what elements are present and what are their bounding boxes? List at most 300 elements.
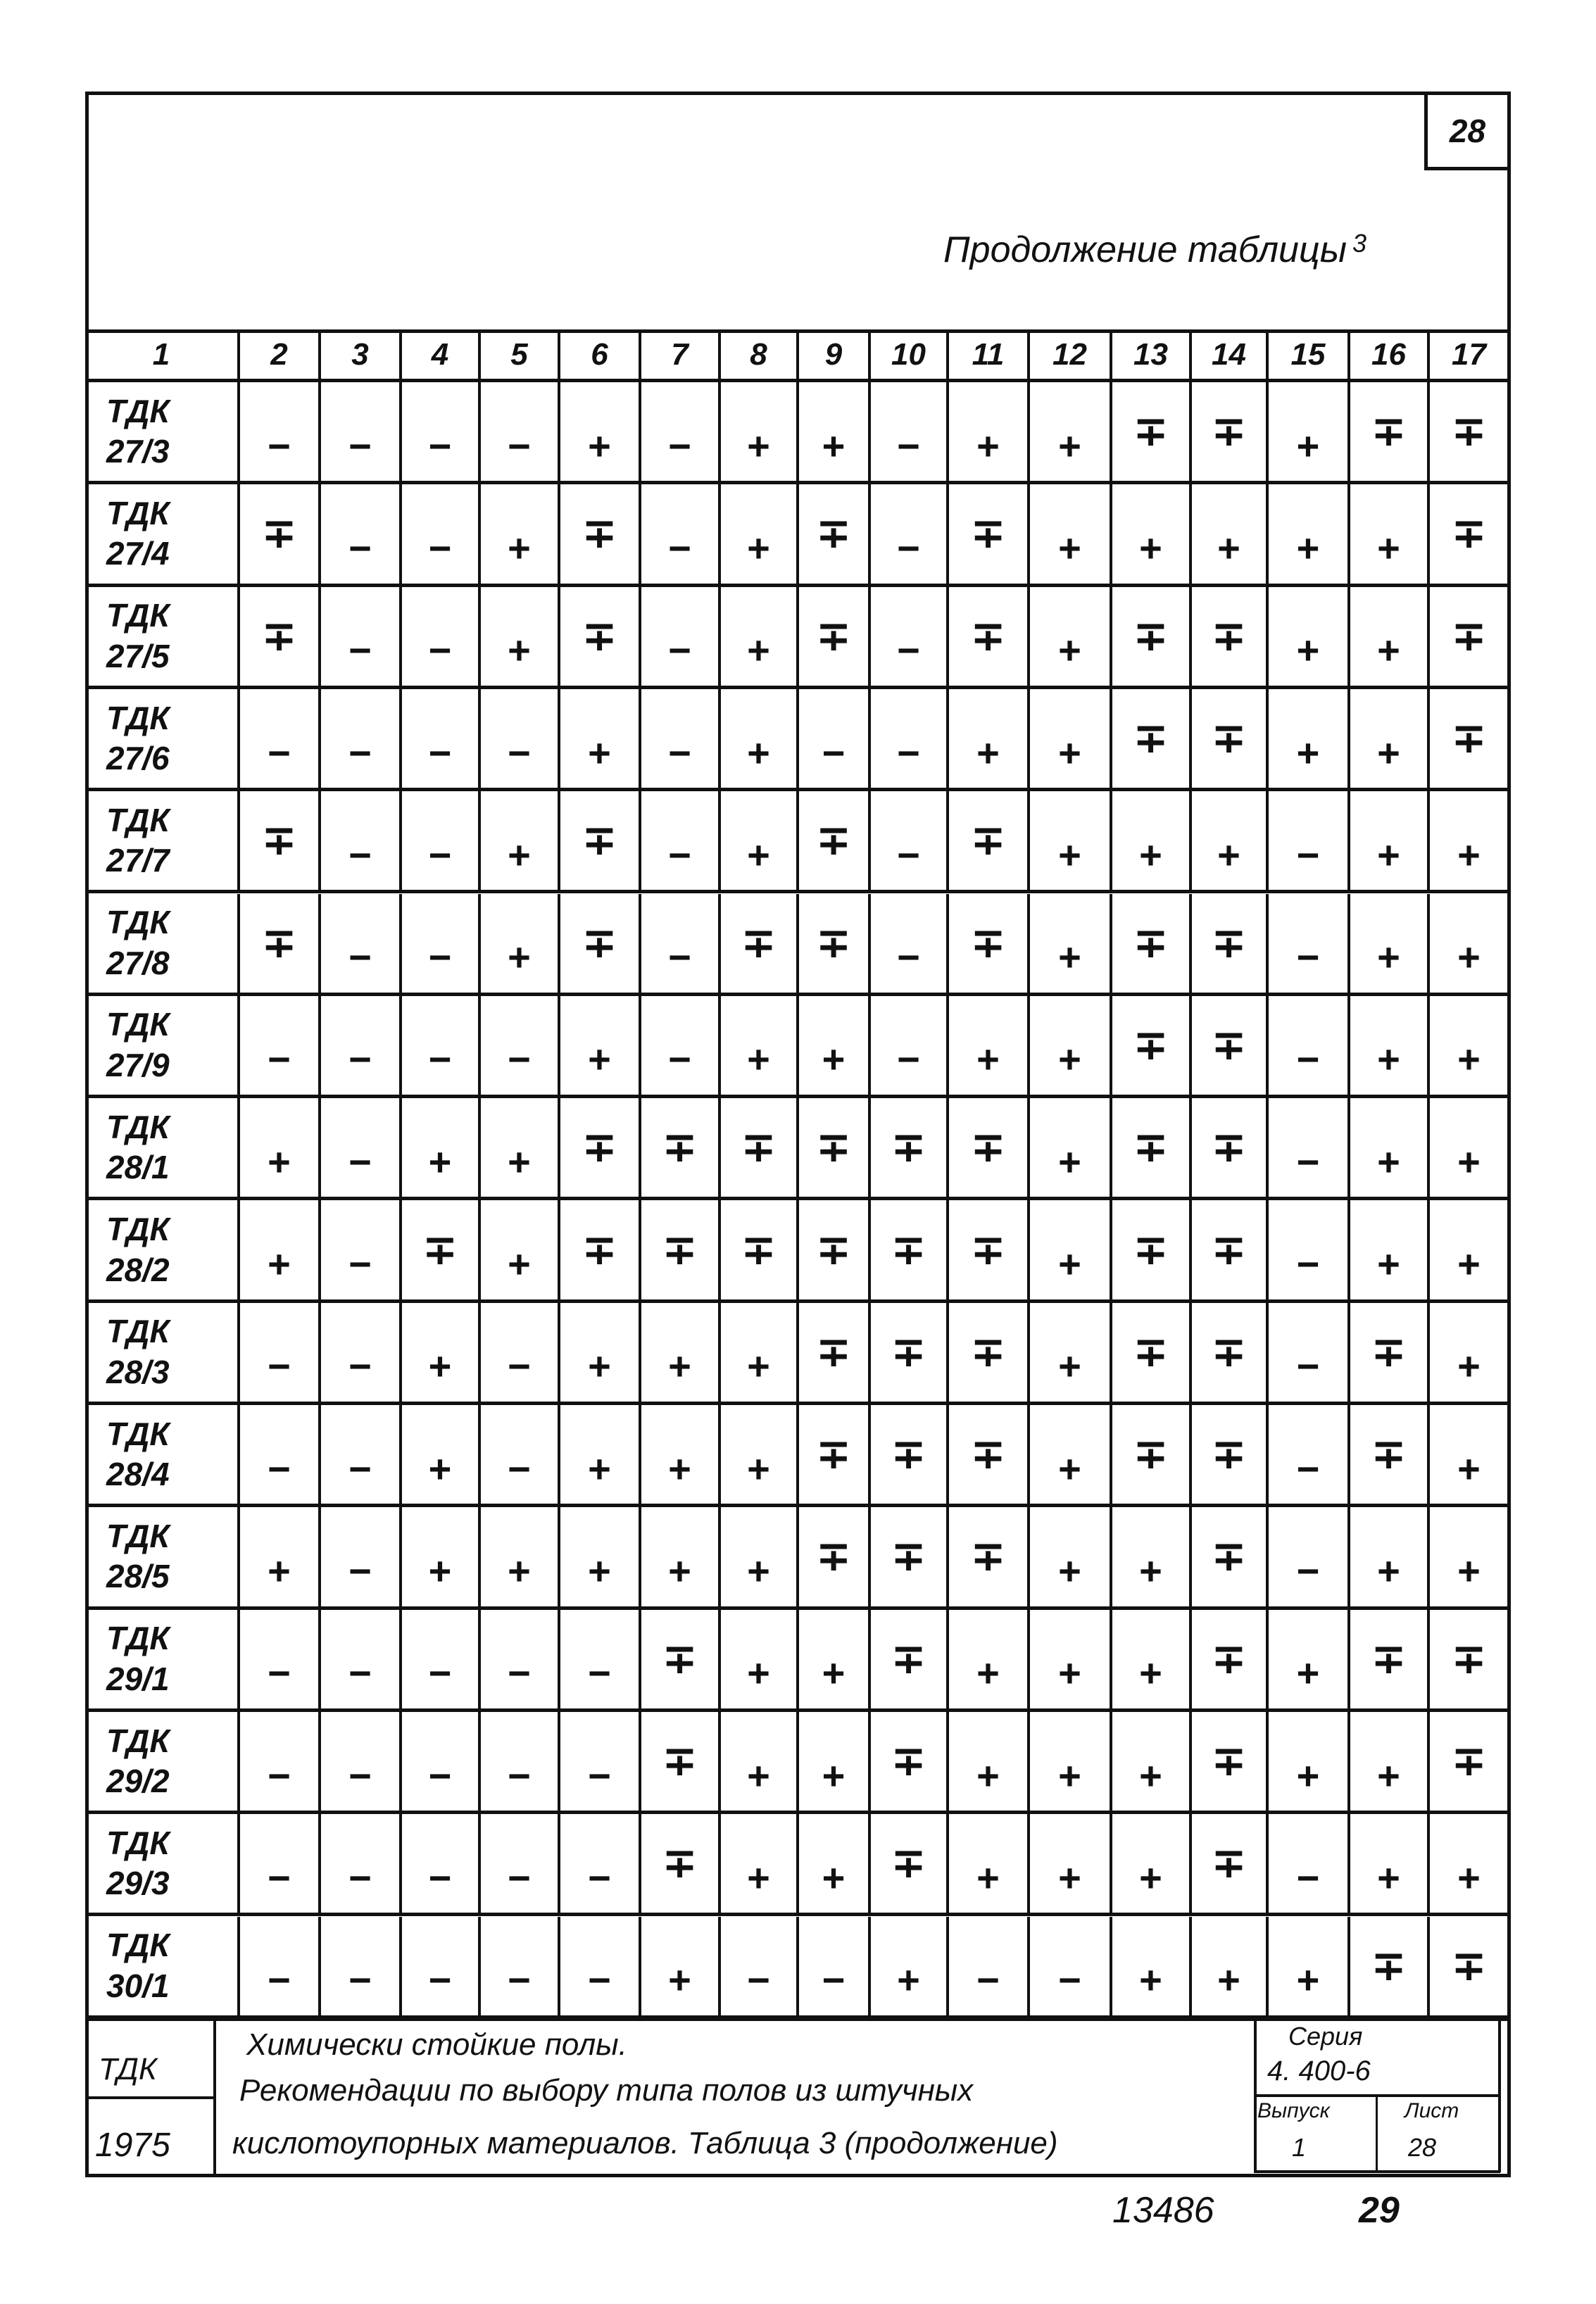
table-cell: − bbox=[721, 1917, 799, 2019]
column-header: 12 bbox=[1030, 331, 1112, 382]
sheet-page-number: 29 bbox=[1359, 2190, 1400, 2231]
table-cell: + bbox=[481, 1200, 560, 1302]
footer-divider bbox=[1254, 2170, 1500, 2173]
table-cell: ∓ bbox=[799, 1405, 871, 1507]
row-label bbox=[85, 484, 240, 586]
row-label bbox=[85, 1917, 240, 2019]
table-cell: − bbox=[240, 382, 321, 484]
row-label-type: ТДК bbox=[106, 1313, 170, 1350]
table-cell: ∓ bbox=[799, 1200, 871, 1302]
table-cell: − bbox=[402, 484, 481, 586]
row-label bbox=[85, 1405, 240, 1507]
table-cell: + bbox=[721, 587, 799, 689]
table-cell: − bbox=[321, 894, 402, 996]
table-cell: + bbox=[1030, 382, 1112, 484]
table-cell: − bbox=[402, 1917, 481, 2019]
table-cell: + bbox=[1192, 484, 1269, 586]
table-cell: ∓ bbox=[1112, 996, 1192, 1098]
table-cell: ∓ bbox=[560, 1200, 641, 1302]
table-cell: + bbox=[1350, 1712, 1430, 1814]
table-cell: ∓ bbox=[721, 1200, 799, 1302]
column-header: 15 bbox=[1269, 331, 1350, 382]
footer-title-line2: Рекомендации по выбору типа полов из штучных bbox=[239, 2073, 974, 2108]
row-label-type: ТДК bbox=[106, 1517, 170, 1554]
column-header: 11 bbox=[949, 331, 1030, 382]
table-cell: ∓ bbox=[871, 1405, 949, 1507]
table-cell: ∓ bbox=[871, 1507, 949, 1609]
table-cell: − bbox=[1269, 1303, 1350, 1405]
table-cell: ∓ bbox=[641, 1814, 721, 1916]
table-cell: − bbox=[321, 484, 402, 586]
table-cell: − bbox=[321, 1917, 402, 2019]
table-cell: − bbox=[1030, 1917, 1112, 2019]
table-cell: + bbox=[949, 1712, 1030, 1814]
row-label bbox=[85, 1507, 240, 1609]
footer-divider bbox=[85, 2017, 1511, 2021]
table-cell: + bbox=[721, 996, 799, 1098]
table-cell: ∓ bbox=[1192, 1405, 1269, 1507]
table-cell: ∓ bbox=[799, 484, 871, 586]
table-cell: ∓ bbox=[1112, 1200, 1192, 1302]
table-cell: + bbox=[481, 894, 560, 996]
table-cell: − bbox=[402, 689, 481, 791]
table-cell: − bbox=[871, 382, 949, 484]
table-cell: + bbox=[721, 791, 799, 893]
table-cell: + bbox=[402, 1303, 481, 1405]
table-cell: + bbox=[1030, 894, 1112, 996]
table-cell: ∓ bbox=[560, 894, 641, 996]
table-cell: + bbox=[1269, 1917, 1350, 2019]
table-cell: + bbox=[1269, 587, 1350, 689]
row-label bbox=[85, 791, 240, 893]
table-cell: − bbox=[1269, 1200, 1350, 1302]
table-cell: + bbox=[1430, 996, 1511, 1098]
table-cell: + bbox=[1350, 1507, 1430, 1609]
table-cell: − bbox=[402, 587, 481, 689]
row-label bbox=[85, 1814, 240, 1916]
table-cell: ∓ bbox=[799, 1098, 871, 1200]
table-cell: + bbox=[240, 1507, 321, 1609]
footer-title-line1: Химически стойкие полы. bbox=[246, 2027, 627, 2062]
footer-year: 1975 bbox=[95, 2127, 170, 2164]
row-label bbox=[85, 587, 240, 689]
row-label-code: 28/3 bbox=[106, 1353, 170, 1390]
table-cell: − bbox=[321, 1200, 402, 1302]
table-cell: − bbox=[402, 996, 481, 1098]
row-label-code: 28/2 bbox=[106, 1251, 170, 1288]
table-cell: ∓ bbox=[1192, 1814, 1269, 1916]
table-cell: − bbox=[481, 1405, 560, 1507]
table-cell: ∓ bbox=[1112, 1098, 1192, 1200]
table-cell: + bbox=[240, 1200, 321, 1302]
table-cell: + bbox=[1350, 996, 1430, 1098]
table-cell: + bbox=[1030, 1200, 1112, 1302]
column-header: 3 bbox=[321, 331, 402, 382]
table-cell: − bbox=[321, 382, 402, 484]
table-cell: − bbox=[949, 1917, 1030, 2019]
table-cell: + bbox=[560, 382, 641, 484]
table-cell: − bbox=[481, 1712, 560, 1814]
row-label bbox=[85, 1712, 240, 1814]
table-cell: + bbox=[481, 587, 560, 689]
column-header: 4 bbox=[402, 331, 481, 382]
row-label-type: ТДК bbox=[106, 904, 170, 941]
table-cell: ∓ bbox=[949, 1098, 1030, 1200]
row-label-type: ТДК bbox=[106, 801, 170, 838]
table-cell: ∓ bbox=[949, 894, 1030, 996]
table-cell: + bbox=[1430, 791, 1511, 893]
table-cell: ∓ bbox=[949, 1507, 1030, 1609]
table-cell: ∓ bbox=[641, 1610, 721, 1712]
row-label bbox=[85, 689, 240, 791]
table-cell: − bbox=[481, 1610, 560, 1712]
table-cell: + bbox=[1269, 689, 1350, 791]
row-label-type: ТДК bbox=[106, 1006, 170, 1043]
table-cell: + bbox=[481, 1098, 560, 1200]
table-cell: + bbox=[1112, 1610, 1192, 1712]
table-cell: + bbox=[1350, 1814, 1430, 1916]
table-cell: + bbox=[721, 484, 799, 586]
table-cell: ∓ bbox=[641, 1200, 721, 1302]
table-cell: + bbox=[1112, 791, 1192, 893]
row-label-type: ТДК bbox=[106, 1824, 170, 1861]
table-cell: ∓ bbox=[871, 1610, 949, 1712]
table-cell: − bbox=[1269, 1098, 1350, 1200]
table-cell: − bbox=[641, 894, 721, 996]
table-cell: − bbox=[481, 1303, 560, 1405]
table-cell: − bbox=[1269, 1405, 1350, 1507]
table-cell: ∓ bbox=[1192, 382, 1269, 484]
table-cell: − bbox=[321, 996, 402, 1098]
table-cell: ∓ bbox=[1192, 1303, 1269, 1405]
table-cell: + bbox=[1430, 1405, 1511, 1507]
table-cell: ∓ bbox=[1192, 1712, 1269, 1814]
table-cell: + bbox=[721, 689, 799, 791]
table-cell: ∓ bbox=[560, 587, 641, 689]
table-cell: − bbox=[641, 996, 721, 1098]
table-cell: ∓ bbox=[871, 1814, 949, 1916]
row-label-code: 28/5 bbox=[106, 1558, 170, 1595]
table-cell: + bbox=[1350, 689, 1430, 791]
table-cell: ∓ bbox=[871, 1200, 949, 1302]
table-cell: + bbox=[1030, 1098, 1112, 1200]
table-cell: − bbox=[481, 1917, 560, 2019]
table-cell: + bbox=[1192, 1917, 1269, 2019]
column-header: 14 bbox=[1192, 331, 1269, 382]
column-header: 1 bbox=[85, 331, 240, 382]
table-cell: ∓ bbox=[1112, 894, 1192, 996]
table-cell: − bbox=[402, 791, 481, 893]
table-cell: + bbox=[1030, 1405, 1112, 1507]
table-cell: − bbox=[871, 791, 949, 893]
table-cell: − bbox=[871, 996, 949, 1098]
row-label-code: 28/1 bbox=[106, 1149, 170, 1186]
table-cell: ∓ bbox=[871, 1303, 949, 1405]
table-cell: + bbox=[949, 996, 1030, 1098]
table-cell: ∓ bbox=[721, 1098, 799, 1200]
table-cell: ∓ bbox=[799, 1507, 871, 1609]
table-cell: − bbox=[481, 1814, 560, 1916]
table-cell: + bbox=[1112, 1507, 1192, 1609]
row-label-type: ТДК bbox=[106, 1927, 170, 1964]
table-cell: + bbox=[1192, 791, 1269, 893]
table-cell: ∓ bbox=[871, 1098, 949, 1200]
row-label-type: ТДК bbox=[106, 1415, 170, 1452]
row-label-type: ТДК bbox=[106, 1108, 170, 1145]
table-cell: ∓ bbox=[1192, 894, 1269, 996]
row-label-type: ТДК bbox=[106, 392, 170, 429]
row-label-code: 27/7 bbox=[106, 842, 170, 879]
table-cell: + bbox=[799, 996, 871, 1098]
table-cell: ∓ bbox=[949, 791, 1030, 893]
table-cell: + bbox=[1350, 894, 1430, 996]
table-cell: − bbox=[321, 1507, 402, 1609]
table-cell: + bbox=[871, 1917, 949, 2019]
table-cell: ∓ bbox=[1112, 689, 1192, 791]
table-cell: − bbox=[871, 587, 949, 689]
table-cell: + bbox=[560, 689, 641, 791]
table-cell: − bbox=[481, 996, 560, 1098]
table-cell: + bbox=[1112, 1712, 1192, 1814]
sheet-label: Лист bbox=[1405, 2099, 1459, 2122]
table-cell: + bbox=[1030, 1610, 1112, 1712]
row-label-code: 27/9 bbox=[106, 1046, 170, 1083]
table-cell: + bbox=[1030, 1814, 1112, 1916]
table-cell: + bbox=[721, 1405, 799, 1507]
table-cell: + bbox=[949, 382, 1030, 484]
table-cell: − bbox=[240, 1303, 321, 1405]
table-cell: ∓ bbox=[560, 1098, 641, 1200]
table-cell: − bbox=[641, 587, 721, 689]
table-cell: + bbox=[402, 1507, 481, 1609]
table-cell: − bbox=[402, 1712, 481, 1814]
table-cell: + bbox=[1030, 996, 1112, 1098]
table-cell: ∓ bbox=[1430, 1712, 1511, 1814]
table-cell: − bbox=[321, 1712, 402, 1814]
row-label-type: ТДК bbox=[106, 699, 170, 736]
table-cell: − bbox=[1269, 1507, 1350, 1609]
table-cell: + bbox=[799, 1712, 871, 1814]
table-cell: − bbox=[321, 1405, 402, 1507]
table-cell: + bbox=[240, 1098, 321, 1200]
table-cell: + bbox=[949, 1814, 1030, 1916]
table-cell: + bbox=[721, 1303, 799, 1405]
table-cell: + bbox=[1350, 587, 1430, 689]
table-cell: − bbox=[1269, 1814, 1350, 1916]
table-cell: + bbox=[1030, 1303, 1112, 1405]
row-label-code: 30/1 bbox=[106, 1967, 170, 2004]
row-label-type: ТДК bbox=[106, 494, 170, 531]
table-cell: + bbox=[1030, 689, 1112, 791]
table-cell: ∓ bbox=[949, 1303, 1030, 1405]
row-label bbox=[85, 1610, 240, 1712]
table-cell: − bbox=[321, 689, 402, 791]
page-number: 28 bbox=[1424, 92, 1511, 170]
row-label bbox=[85, 1098, 240, 1200]
table-cell: ∓ bbox=[1192, 996, 1269, 1098]
table-cell: ∓ bbox=[799, 791, 871, 893]
table-cell: − bbox=[402, 1610, 481, 1712]
table-cell: ∓ bbox=[1430, 382, 1511, 484]
table-cell: ∓ bbox=[641, 1712, 721, 1814]
table-cell: ∓ bbox=[1430, 689, 1511, 791]
row-label-code: 29/1 bbox=[106, 1660, 170, 1697]
row-label-code: 27/6 bbox=[106, 740, 170, 777]
table-cell: ∓ bbox=[1350, 1917, 1430, 2019]
table-cell: − bbox=[481, 382, 560, 484]
table-cell: − bbox=[321, 587, 402, 689]
title-number: 3 bbox=[1352, 229, 1366, 258]
column-header: 5 bbox=[481, 331, 560, 382]
table-cell: + bbox=[799, 382, 871, 484]
table-cell: + bbox=[1350, 791, 1430, 893]
table-cell: − bbox=[321, 1610, 402, 1712]
table-cell: − bbox=[321, 1098, 402, 1200]
table-cell: + bbox=[481, 791, 560, 893]
column-header: 13 bbox=[1112, 331, 1192, 382]
table-cell: ∓ bbox=[240, 484, 321, 586]
table-cell: ∓ bbox=[1350, 1405, 1430, 1507]
table-cell: − bbox=[799, 1917, 871, 2019]
table-cell: + bbox=[641, 1405, 721, 1507]
table-cell: + bbox=[721, 1610, 799, 1712]
table-cell: ∓ bbox=[1430, 484, 1511, 586]
table-cell: + bbox=[799, 1610, 871, 1712]
table-cell: + bbox=[721, 382, 799, 484]
table-cell: − bbox=[402, 382, 481, 484]
table-cell: + bbox=[1030, 484, 1112, 586]
row-label bbox=[85, 1303, 240, 1405]
table-cell: ∓ bbox=[949, 587, 1030, 689]
series-label: Серия bbox=[1288, 2022, 1363, 2051]
table-cell: ∓ bbox=[1112, 1303, 1192, 1405]
table-cell: ∓ bbox=[1350, 382, 1430, 484]
table-cell: − bbox=[240, 1405, 321, 1507]
table-cell: − bbox=[1269, 791, 1350, 893]
table-cell: + bbox=[1269, 382, 1350, 484]
table-cell: ∓ bbox=[1112, 587, 1192, 689]
table-cell: + bbox=[560, 1303, 641, 1405]
table-cell: − bbox=[871, 484, 949, 586]
table-cell: + bbox=[402, 1098, 481, 1200]
table-cell: + bbox=[560, 996, 641, 1098]
table-cell: ∓ bbox=[721, 894, 799, 996]
table-cell: ∓ bbox=[1430, 1610, 1511, 1712]
table-cell: + bbox=[641, 1303, 721, 1405]
table-cell: ∓ bbox=[1192, 1098, 1269, 1200]
column-header: 6 bbox=[560, 331, 641, 382]
table-cell: + bbox=[1430, 1200, 1511, 1302]
column-header: 16 bbox=[1350, 331, 1430, 382]
table-cell: ∓ bbox=[641, 1098, 721, 1200]
table-cell: + bbox=[1112, 1917, 1192, 2019]
table-cell: − bbox=[321, 791, 402, 893]
table-cell: + bbox=[1030, 1712, 1112, 1814]
table-cell: ∓ bbox=[1112, 1405, 1192, 1507]
row-label-type: ТДК bbox=[106, 597, 170, 634]
table-cell: − bbox=[240, 996, 321, 1098]
table-cell: + bbox=[1269, 1610, 1350, 1712]
table-cell: − bbox=[240, 1610, 321, 1712]
table-cell: ∓ bbox=[560, 484, 641, 586]
row-label bbox=[85, 1200, 240, 1302]
table-cell: + bbox=[1430, 1507, 1511, 1609]
table-cell: ∓ bbox=[871, 1712, 949, 1814]
table-cell: ∓ bbox=[1192, 689, 1269, 791]
table-cell: + bbox=[949, 1610, 1030, 1712]
table-cell: ∓ bbox=[560, 791, 641, 893]
table-cell: − bbox=[799, 689, 871, 791]
row-label-type: ТДК bbox=[106, 1211, 170, 1248]
table-cell: − bbox=[641, 689, 721, 791]
table-cell: + bbox=[1430, 1098, 1511, 1200]
table-cell: ∓ bbox=[949, 484, 1030, 586]
table-cell: + bbox=[721, 1507, 799, 1609]
table-cell: + bbox=[1269, 484, 1350, 586]
table-cell: ∓ bbox=[1192, 587, 1269, 689]
table-cell: + bbox=[1030, 1507, 1112, 1609]
table-cell: + bbox=[1030, 791, 1112, 893]
row-label-code: 29/3 bbox=[106, 1865, 170, 1902]
column-header: 9 bbox=[799, 331, 871, 382]
inventory-number: 13486 bbox=[1112, 2190, 1214, 2231]
row-label bbox=[85, 382, 240, 484]
table-cell: − bbox=[240, 1712, 321, 1814]
sheet-value: 28 bbox=[1408, 2133, 1437, 2162]
table-cell: − bbox=[560, 1814, 641, 1916]
footer-divider bbox=[213, 2017, 216, 2177]
table-cell: ∓ bbox=[1430, 1917, 1511, 2019]
table-cell: + bbox=[641, 1917, 721, 2019]
row-label-code: 27/8 bbox=[106, 944, 170, 981]
table-cell: ∓ bbox=[799, 587, 871, 689]
table-cell: ∓ bbox=[240, 587, 321, 689]
row-label-type: ТДК bbox=[106, 1620, 170, 1657]
table-cell: + bbox=[560, 1507, 641, 1609]
table-cell: − bbox=[240, 1814, 321, 1916]
table-cell: ∓ bbox=[240, 894, 321, 996]
table-cell: + bbox=[1430, 1814, 1511, 1916]
issue-value: 1 bbox=[1292, 2133, 1307, 2162]
table-cell: + bbox=[721, 1712, 799, 1814]
table-cell: − bbox=[240, 1917, 321, 2019]
table-cell: ∓ bbox=[1350, 1303, 1430, 1405]
title-text: Продолжение таблицы bbox=[943, 229, 1347, 270]
table-cell: − bbox=[560, 1712, 641, 1814]
table-cell: − bbox=[1269, 996, 1350, 1098]
table-cell: + bbox=[1430, 1303, 1511, 1405]
table-cell: − bbox=[321, 1814, 402, 1916]
table-cell: + bbox=[1112, 484, 1192, 586]
table-cell: + bbox=[641, 1507, 721, 1609]
table-cell: + bbox=[1350, 1200, 1430, 1302]
row-label-code: 27/4 bbox=[106, 535, 170, 572]
table-cell: + bbox=[949, 689, 1030, 791]
table-cell: − bbox=[1269, 894, 1350, 996]
table-cell: + bbox=[1030, 587, 1112, 689]
row-label-code: 27/5 bbox=[106, 637, 170, 674]
table-cell: − bbox=[641, 791, 721, 893]
footer-divider bbox=[1498, 2017, 1501, 2172]
table-cell: + bbox=[1112, 1814, 1192, 1916]
table-cell: + bbox=[721, 1814, 799, 1916]
table-cell: − bbox=[560, 1610, 641, 1712]
row-label-code: 29/2 bbox=[106, 1763, 170, 1800]
row-label bbox=[85, 996, 240, 1098]
footer-divider bbox=[85, 2096, 213, 2099]
footer-divider bbox=[1376, 2094, 1378, 2172]
row-label-type: ТДК bbox=[106, 1722, 170, 1759]
